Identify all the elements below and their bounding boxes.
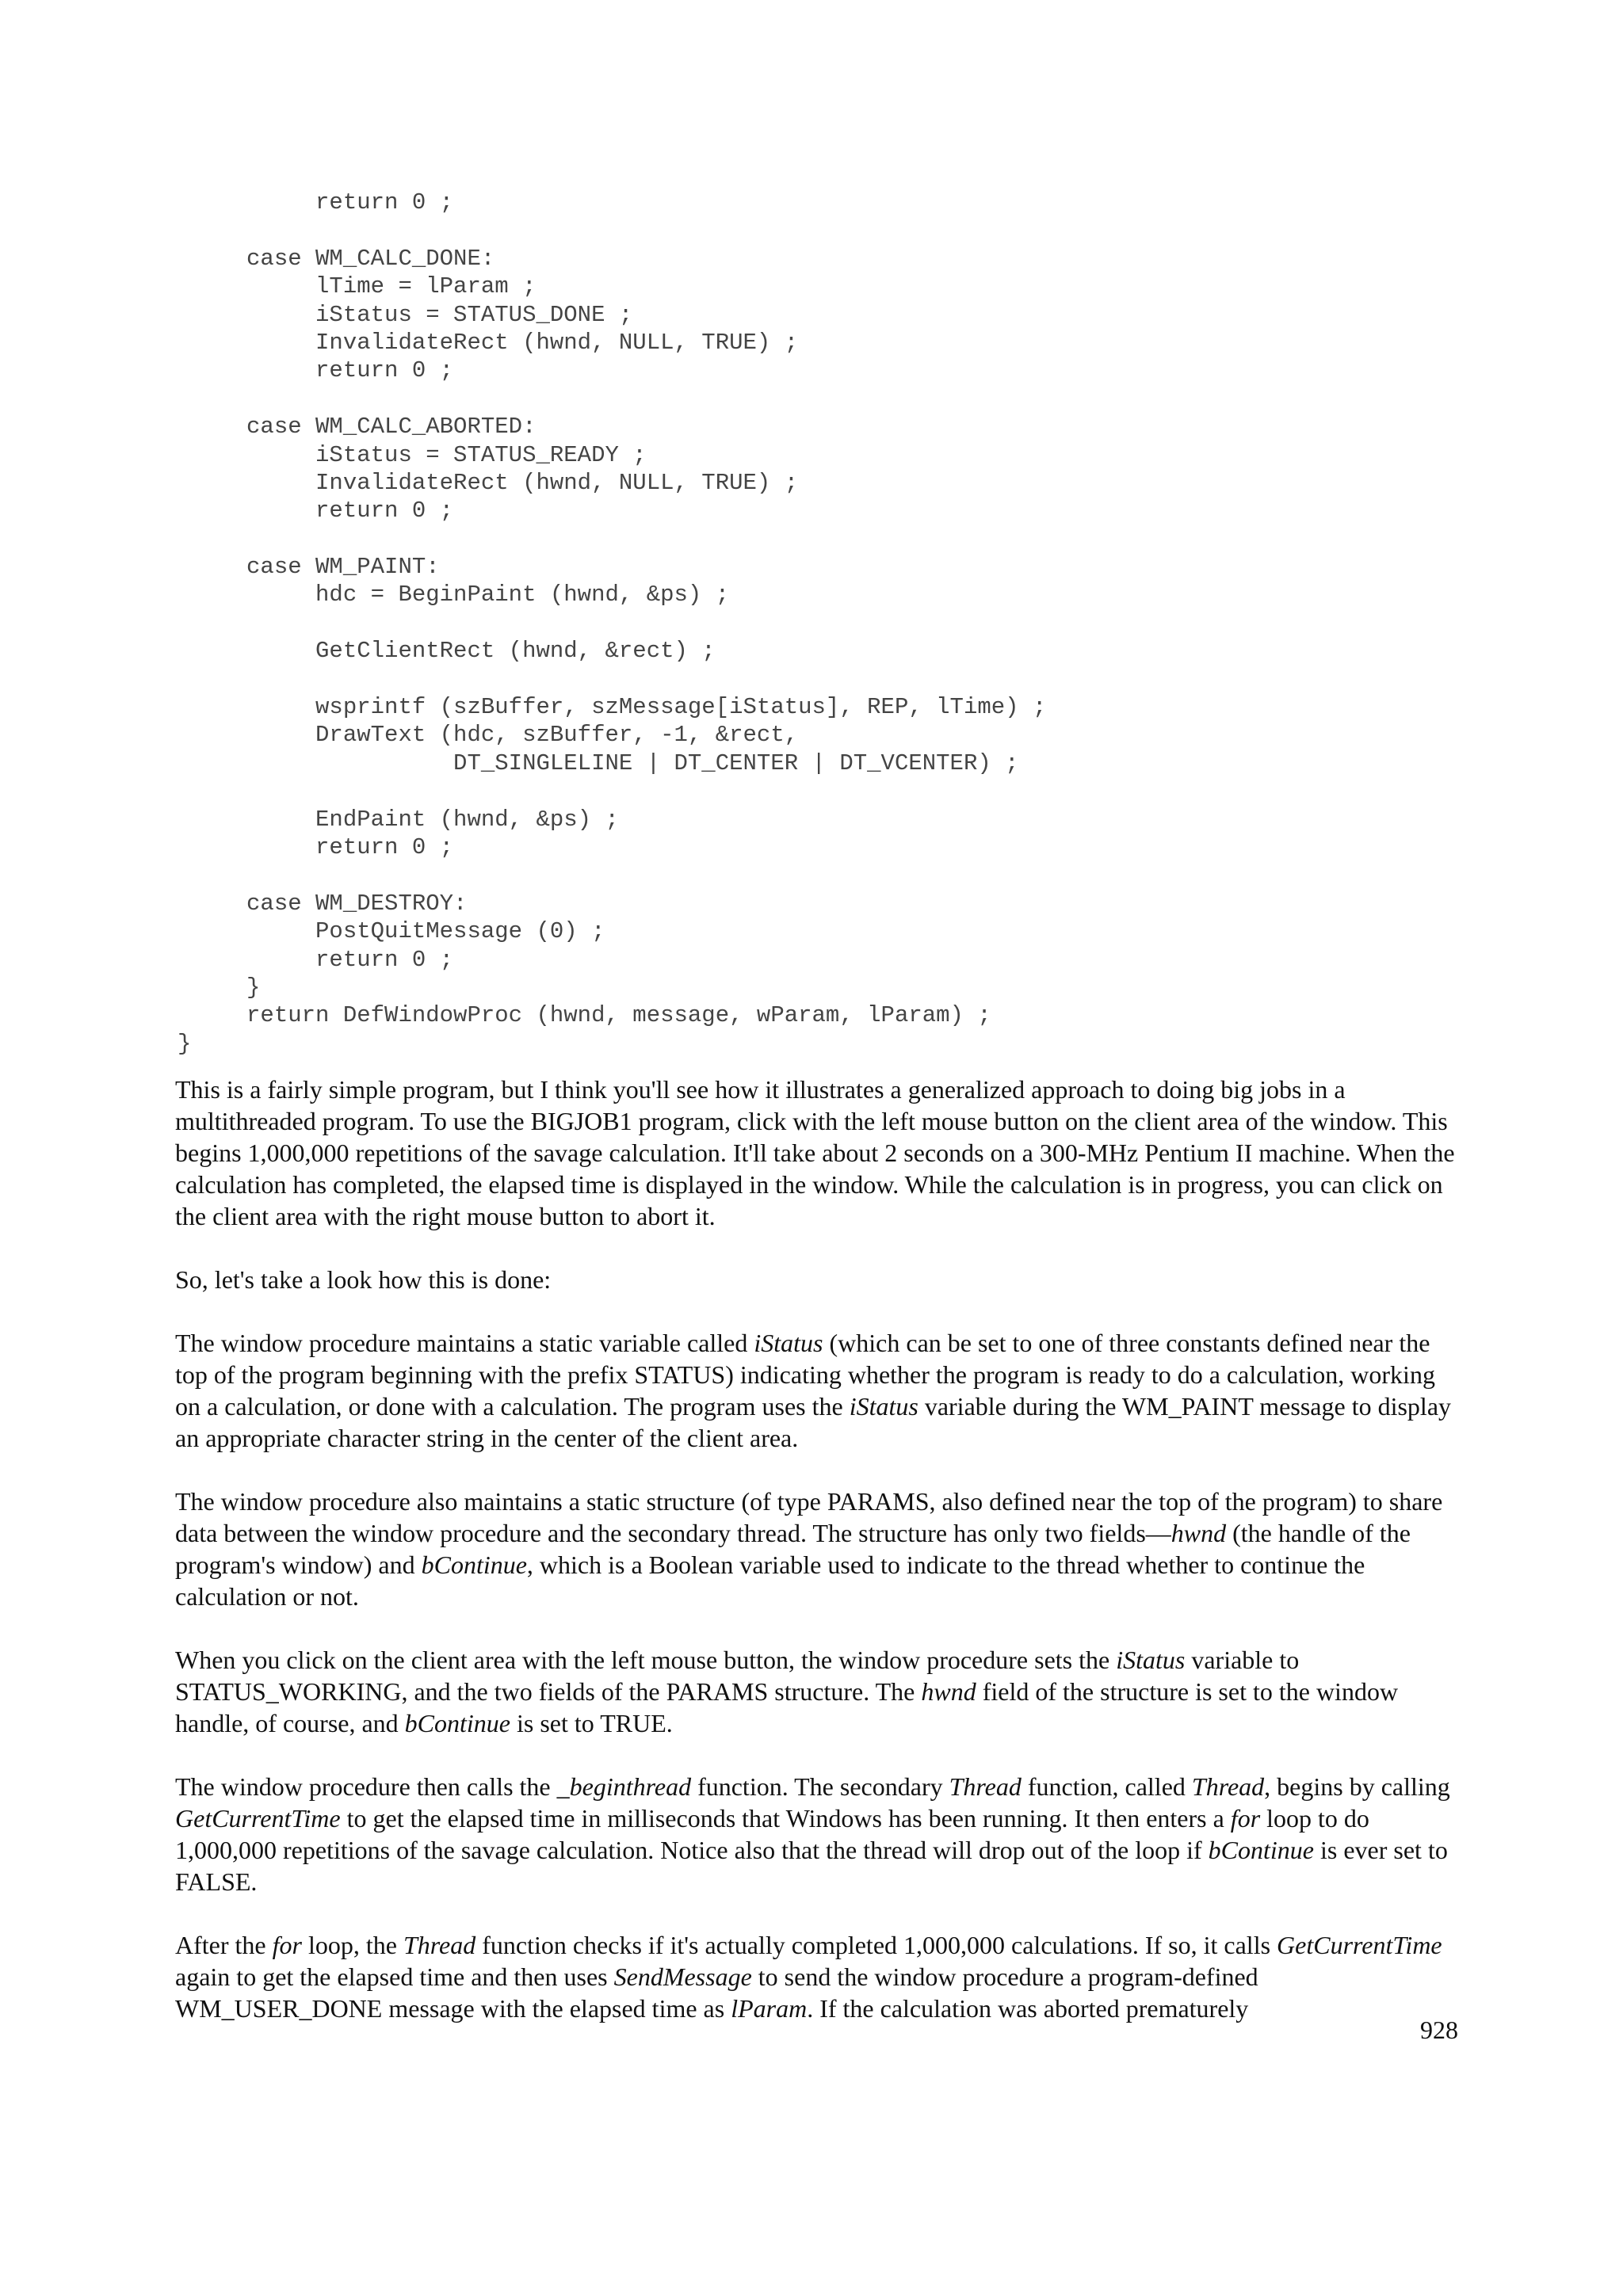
code-line: } (178, 974, 261, 1001)
text-run: loop, the (301, 1931, 403, 1959)
text-run: After the (175, 1931, 273, 1959)
paragraph-p4 (175, 1486, 1463, 1612)
code-line: EndPaint (hwnd, &ps) ; (178, 806, 619, 833)
text-run: function checks if it's actually completed 1,000,000 calculations. If so, it calls (475, 1931, 1277, 1959)
text-run: field of the structure is set to the window handle, of course, and (175, 1677, 1399, 1737)
italic-term: Thread (1191, 1772, 1265, 1801)
code-line: DrawText (hdc, szBuffer, -1, &rect, (178, 722, 799, 749)
text-run: again to get the elapsed time and then uses (175, 1962, 614, 1991)
code-line: InvalidateRect (hwnd, NULL, TRUE) ; (178, 469, 799, 496)
italic-term: bContinue (404, 1709, 510, 1737)
code-line: DT_SINGLELINE | DT_CENTER | DT_VCENTER) ; (178, 749, 1019, 776)
italic-term: hwnd (1170, 1519, 1227, 1547)
text-run: This is a fairly simple program, but I think you'll see how it illustrates a generalized approach to doing big jobs in a multithreaded program. To use the BIGJOB1 program, click with the left mouse button on the client area of the window. This begins 1,000,000 repetitions of the savage calculation. It'll take about 2 seconds on a 300-MHz Pentium II machine. When the calculation has completed, the elapsed time is displayed in the window. While the calculation is in progress, you can click on the client area with the right mouse button to abort it. (175, 1075, 1455, 1230)
italic-term: _beginthread (556, 1772, 692, 1801)
code-listing (178, 189, 1046, 1058)
code-line: InvalidateRect (hwnd, NULL, TRUE) ; (178, 329, 799, 356)
code-line: return 0 ; (178, 498, 454, 524)
body-text (175, 1074, 1463, 2056)
text-run: So, let's take a look how this is done: (175, 1265, 552, 1294)
paragraph-p2 (175, 1264, 1463, 1295)
code-line: wsprintf (szBuffer, szMessage[iStatus], REP, lTime) ; (178, 694, 1047, 721)
italic-term: GetCurrentTime (1277, 1931, 1442, 1959)
code-line: hdc = BeginPaint (hwnd, &ps) ; (178, 582, 730, 608)
text-run: function. The secondary (691, 1772, 949, 1801)
text-run: . If the calculation was aborted prematurely (807, 1994, 1249, 2023)
italic-term: GetCurrentTime (175, 1804, 341, 1833)
italic-term: iStatus (754, 1329, 823, 1357)
italic-term: for (1230, 1804, 1261, 1833)
text-run: (the handle of the program's window) and (175, 1519, 1411, 1579)
italic-term: Thread (949, 1772, 1022, 1801)
text-run: When you click on the client area with the left mouse button, the window procedure sets the (175, 1646, 1117, 1674)
italic-term: Thread (403, 1931, 476, 1959)
code-line: case WM_CALC_ABORTED: (178, 414, 537, 441)
italic-term: bContinue (421, 1550, 527, 1579)
text-run: variable during the WM_PAINT message to display an appropriate character string in the center of the client area. (175, 1392, 1452, 1452)
text-run: variable to STATUS_WORKING, and the two fields of the PARAMS structure. The (175, 1646, 1300, 1706)
text-run: to send the window procedure a program-defined WM_USER_DONE message with the elapsed time as (175, 1962, 1258, 2023)
italic-term: lParam (731, 1994, 808, 2023)
text-run: is set to TRUE. (510, 1709, 673, 1737)
text-run: The window procedure then calls the (175, 1772, 557, 1801)
code-line: PostQuitMessage (0) ; (178, 918, 605, 945)
code-line: return DefWindowProc (hwnd, message, wParam, lParam) ; (178, 1002, 991, 1029)
paragraph-p3 (175, 1327, 1463, 1454)
code-line (178, 216, 1046, 244)
italic-term: hwnd (921, 1677, 976, 1706)
code-line: case WM_PAINT: (178, 554, 440, 581)
text-run: function, called (1021, 1772, 1192, 1801)
code-line: case WM_DESTROY: (178, 890, 468, 917)
text-run: to get the elapsed time in milliseconds that Windows has been running. It then enters a (340, 1804, 1231, 1833)
code-line (178, 861, 1046, 889)
code-line: return 0 ; (178, 946, 454, 973)
italic-term: iStatus (1116, 1646, 1186, 1674)
text-run: The window procedure also maintains a static structure (of type PARAMS, also defined near the top of the program) to share data between the window procedure and the secondary thread. The structure has only two fields— (175, 1487, 1443, 1547)
code-line: } (178, 1030, 192, 1057)
code-line: return 0 ; (178, 357, 454, 384)
italic-term: iStatus (849, 1392, 918, 1421)
code-line: case WM_CALC_DONE: (178, 245, 495, 272)
italic-term: SendMessage (613, 1962, 752, 1991)
code-line (178, 525, 1046, 553)
text-run: The window procedure maintains a static variable called (175, 1329, 754, 1357)
page-number: 928 (1420, 2016, 1458, 2044)
italic-term: bContinue (1208, 1836, 1314, 1864)
code-line (178, 609, 1046, 637)
code-line: return 0 ; (178, 189, 454, 215)
code-line: lTime = lParam ; (178, 273, 537, 300)
code-line (178, 666, 1046, 693)
code-line: return 0 ; (178, 833, 454, 860)
text-run: , begins by calling (1264, 1772, 1450, 1801)
code-line (178, 777, 1046, 805)
paragraph-p7 (175, 1929, 1463, 2024)
text-run: (which can be set to one of three constants defined near the top of the program beginning with the prefix STATUS) indicating whether the program is ready to do a calculation, working on a calculation, or done with a calculation. The program uses the (175, 1329, 1435, 1421)
code-line: iStatus = STATUS_DONE ; (178, 301, 633, 328)
code-line: iStatus = STATUS_READY ; (178, 441, 647, 468)
italic-term: for (272, 1931, 302, 1959)
text-run: loop to do 1,000,000 repetitions of the savage calculation. Notice also that the thread will drop out of the loop if (175, 1804, 1369, 1864)
paragraph-p5 (175, 1644, 1463, 1739)
text-run: , which is a Boolean variable used to indicate to the thread whether to continue the calculation or not. (175, 1550, 1365, 1611)
text-run: is ever set to FALSE. (175, 1836, 1448, 1896)
paragraph-p6 (175, 1771, 1463, 1897)
code-line (178, 385, 1046, 413)
paragraph-p1 (175, 1074, 1463, 1232)
code-line: GetClientRect (hwnd, &rect) ; (178, 638, 716, 665)
